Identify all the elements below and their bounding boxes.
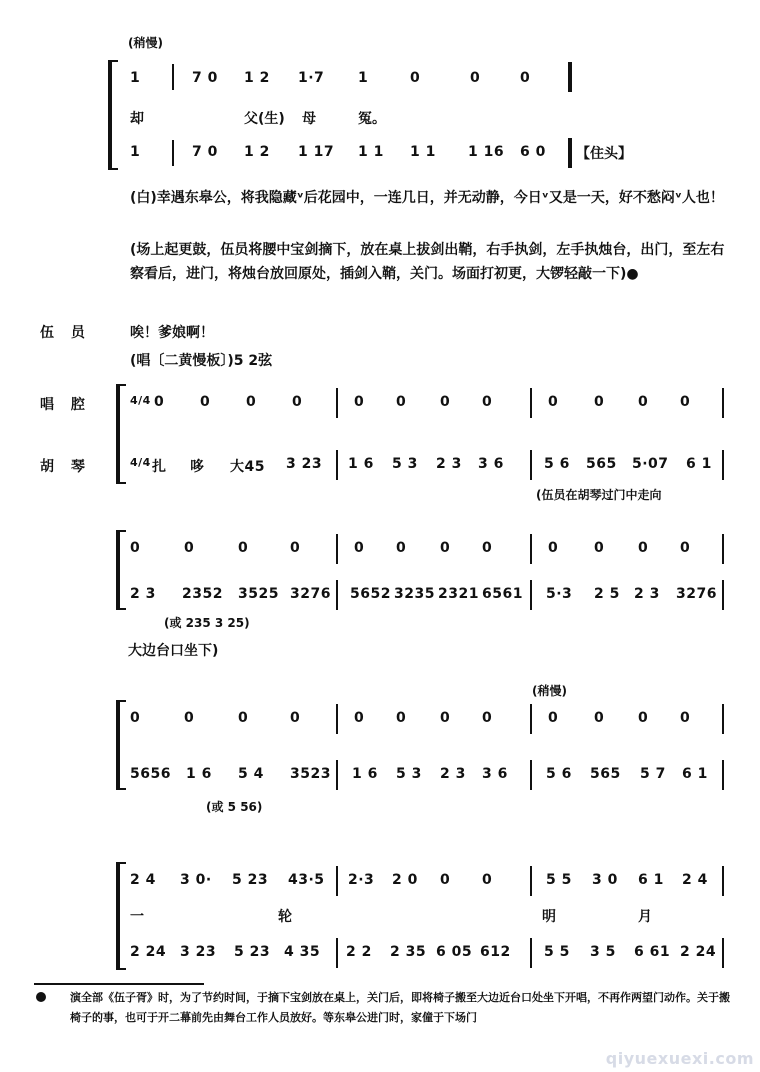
- note: 1 1: [358, 144, 384, 160]
- lyric: 一: [130, 909, 144, 925]
- note: 2352: [182, 586, 223, 602]
- note: 7 0: [192, 144, 218, 160]
- note: 0: [482, 710, 493, 726]
- speaker-name: 伍 员: [40, 325, 91, 341]
- note: 7 0: [192, 70, 218, 86]
- hu-row-5: [130, 944, 730, 964]
- note: 3 23: [286, 456, 323, 472]
- note: 1: [358, 70, 369, 86]
- note: 5 5: [546, 872, 572, 888]
- note: 0: [482, 540, 493, 556]
- time-signature: 4/4: [130, 394, 151, 407]
- voice-row-2: [130, 394, 730, 414]
- note: 6 1: [682, 766, 708, 782]
- note: 2 3: [440, 766, 466, 782]
- alternate-reading: (或 235 3 25): [164, 616, 250, 630]
- hu-row-1: [130, 144, 590, 164]
- barline: [530, 938, 532, 968]
- note: 0: [292, 394, 303, 410]
- note: 0: [246, 394, 257, 410]
- note: 2·3: [348, 872, 375, 888]
- note: 0: [440, 710, 451, 726]
- part-label-huqin: 胡 琴: [40, 459, 91, 475]
- lyrics-row-1: [130, 108, 590, 128]
- stage-note: (伍员在胡琴过门中走向: [536, 488, 662, 502]
- note: 3525: [238, 586, 279, 602]
- note: 0: [410, 70, 421, 86]
- lyric: 父(生): [244, 111, 285, 127]
- alternate-reading: (或 5 56): [206, 800, 263, 814]
- barline: [722, 580, 724, 610]
- lyrics-row-5: [130, 906, 730, 926]
- note: 0: [154, 394, 165, 410]
- voice-row-1: [130, 70, 590, 90]
- note: 0: [680, 540, 691, 556]
- note: 0: [594, 394, 605, 410]
- note: 3 6: [482, 766, 508, 782]
- note: 0: [238, 710, 249, 726]
- note: 1 2: [244, 144, 270, 160]
- tempo-mark: (稍慢): [532, 684, 567, 698]
- spoken-line: (白)幸遇东皋公，将我隐藏ᵛ后花园中，一连几日，并无动静，今日ᵛ又是一天，好不愁闷ᵛ人也！: [130, 190, 724, 206]
- ending-mark: 【住头】: [576, 146, 632, 162]
- note: 0: [396, 540, 407, 556]
- note: 0: [548, 394, 559, 410]
- voice-row-4: [130, 710, 730, 730]
- note: 0: [680, 710, 691, 726]
- note: 3 6: [478, 456, 504, 472]
- note: 565: [590, 766, 621, 782]
- note: 0: [638, 710, 649, 726]
- note: 612: [480, 944, 511, 960]
- barline: [336, 760, 338, 790]
- lyric: 冤。: [358, 111, 386, 127]
- note: 5 6: [546, 766, 572, 782]
- note: 3276: [290, 586, 331, 602]
- note: 1·7: [298, 70, 325, 86]
- note: 3276: [676, 586, 717, 602]
- barline: [530, 704, 532, 734]
- note: 5 23: [234, 944, 271, 960]
- end-barline: [568, 138, 572, 168]
- note: 2 3: [436, 456, 462, 472]
- site-watermark: qiyuexuexi.com: [605, 1049, 754, 1068]
- note: 3523: [290, 766, 331, 782]
- note: 0: [520, 70, 531, 86]
- note: 0: [638, 540, 649, 556]
- barline: [530, 580, 532, 610]
- note: 大45: [230, 459, 265, 475]
- note: 0: [594, 710, 605, 726]
- note: 2 35: [390, 944, 427, 960]
- note: 0: [638, 394, 649, 410]
- note: 3 23: [180, 944, 217, 960]
- note: 0: [238, 540, 249, 556]
- note: 0: [594, 540, 605, 556]
- barline: [172, 140, 174, 166]
- note: 5·3: [546, 586, 573, 602]
- lyric: 明: [542, 909, 556, 925]
- note: 0: [396, 394, 407, 410]
- staff-bracket: [108, 60, 118, 170]
- note: 0: [354, 394, 365, 410]
- note: 0: [290, 710, 301, 726]
- note: 5 7: [640, 766, 666, 782]
- note: 0: [470, 70, 481, 86]
- note: 0: [354, 710, 365, 726]
- barline: [722, 450, 724, 480]
- stage-direction: (场上起更鼓，伍员将腰中宝剑摘下，放在桌上拔剑出鞘，右手执剑，左手执烛台，出门，至左右察看后，进门，将烛台放回原处，插剑入鞘，关门。场面打初更，大锣轻敲一下)●: [130, 242, 725, 282]
- staff-bracket: [116, 530, 126, 610]
- note: 2 24: [130, 944, 167, 960]
- note: 2 24: [680, 944, 717, 960]
- call-line: 唉！爹娘啊！: [130, 325, 214, 341]
- note: 0: [200, 394, 211, 410]
- barline: [722, 760, 724, 790]
- note: 5 6: [544, 456, 570, 472]
- barline: [172, 64, 174, 90]
- voice-row-5: [130, 872, 730, 892]
- note: 1 1: [410, 144, 436, 160]
- note: 6 1: [638, 872, 664, 888]
- note: 3 0·: [180, 872, 212, 888]
- barline: [530, 866, 532, 896]
- stage-note: 大边台口坐下): [128, 643, 219, 659]
- barline: [336, 938, 338, 968]
- note: 1 2: [244, 70, 270, 86]
- aria-mark: (唱〔二黄慢板〕)5 2弦: [130, 353, 273, 369]
- lyric: 母: [302, 111, 316, 127]
- barline: [336, 704, 338, 734]
- time-signature: 4/4: [130, 456, 151, 469]
- barline: [722, 938, 724, 968]
- note: 0: [440, 540, 451, 556]
- note: 5·07: [632, 456, 669, 472]
- note: 1: [130, 144, 141, 160]
- note: 4 35: [284, 944, 321, 960]
- note: 5 3: [392, 456, 418, 472]
- note: 565: [586, 456, 617, 472]
- lyric: 月: [638, 909, 652, 925]
- barline: [336, 866, 338, 896]
- staff-bracket: [116, 384, 126, 484]
- note: 1 6: [186, 766, 212, 782]
- note: 0: [184, 540, 195, 556]
- note: 0: [130, 540, 141, 556]
- note: 2 4: [130, 872, 156, 888]
- note: 2 0: [392, 872, 418, 888]
- note: 5 4: [238, 766, 264, 782]
- barline: [336, 388, 338, 418]
- note: 1 6: [352, 766, 378, 782]
- note: 1 6: [348, 456, 374, 472]
- note: 6 0: [520, 144, 546, 160]
- note: 0: [184, 710, 195, 726]
- barline: [530, 534, 532, 564]
- note: 2 4: [682, 872, 708, 888]
- hu-row-4: [130, 766, 730, 786]
- note: 0: [440, 872, 451, 888]
- barline: [336, 580, 338, 610]
- barline: [336, 534, 338, 564]
- note: 5652: [350, 586, 391, 602]
- note: 5 5: [544, 944, 570, 960]
- note: 2 2: [346, 944, 372, 960]
- note: 6 05: [436, 944, 473, 960]
- note: 1 16: [468, 144, 505, 160]
- lyric: 轮: [278, 909, 292, 925]
- note: 5 3: [396, 766, 422, 782]
- barline: [722, 388, 724, 418]
- voice-row-3: [130, 540, 730, 560]
- note: 0: [548, 540, 559, 556]
- barline: [530, 450, 532, 480]
- part-label-voice: 唱 腔: [40, 397, 91, 413]
- note: 6 61: [634, 944, 671, 960]
- barline: [722, 704, 724, 734]
- note: 3 5: [590, 944, 616, 960]
- tempo-mark: (稍慢): [128, 36, 163, 50]
- end-barline: [568, 62, 572, 92]
- lyric: 却: [130, 111, 144, 127]
- barline: [722, 534, 724, 564]
- hu-row-2: [130, 456, 730, 476]
- note: 43·5: [288, 872, 325, 888]
- note: 扎: [152, 459, 167, 475]
- barline: [530, 388, 532, 418]
- note: 3235: [394, 586, 435, 602]
- staff-bracket: [116, 862, 126, 970]
- note: 6561: [482, 586, 523, 602]
- note: 哆: [190, 459, 205, 475]
- hu-row-3: [130, 586, 730, 606]
- staff-bracket: [116, 700, 126, 790]
- barline: [336, 450, 338, 480]
- note: 5656: [130, 766, 171, 782]
- note: 3 0: [592, 872, 618, 888]
- footnote-text: 演全部《伍子胥》时，为了节约时间，于摘下宝剑放在桌上，关门后，即将椅子搬至大边近台口处坐下开唱，不再作两望门动作。关于搬椅子的事，也可于开二幕前先由舞台工作人员放好。等东皋公进门时，家僮于下场门: [70, 991, 730, 1024]
- note: 0: [130, 710, 141, 726]
- note: 0: [680, 394, 691, 410]
- note: 2 3: [130, 586, 156, 602]
- barline: [722, 866, 724, 896]
- note: 1: [130, 70, 141, 86]
- note: 2 3: [634, 586, 660, 602]
- note: 0: [354, 540, 365, 556]
- footnote-rule: [34, 983, 204, 985]
- note: 5 23: [232, 872, 269, 888]
- note: 0: [290, 540, 301, 556]
- note: 0: [482, 394, 493, 410]
- note: 2 5: [594, 586, 620, 602]
- note: 0: [396, 710, 407, 726]
- footnote-marker: [36, 992, 46, 1002]
- note: 0: [440, 394, 451, 410]
- note: 2321: [438, 586, 479, 602]
- barline: [530, 760, 532, 790]
- note: 6 1: [686, 456, 712, 472]
- note: 1 17: [298, 144, 335, 160]
- note: 0: [482, 872, 493, 888]
- note: 0: [548, 710, 559, 726]
